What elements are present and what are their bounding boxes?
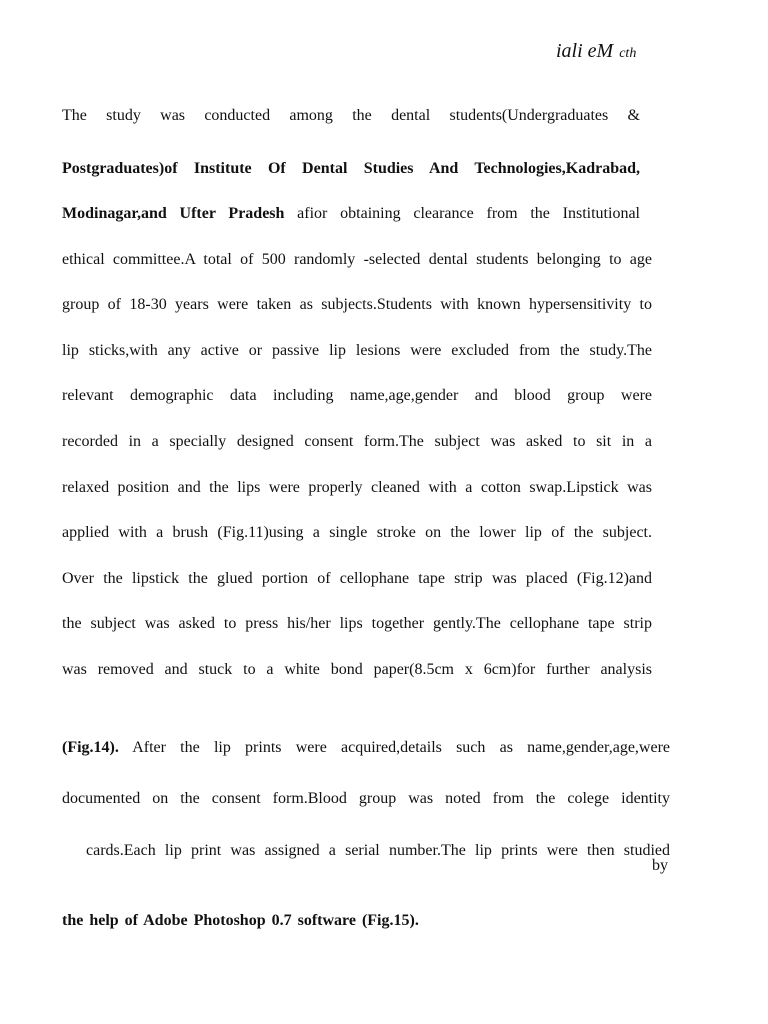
text-line-7: relevant demographic data including name,age,gender and blood group were [62, 387, 652, 404]
text-line-14-bold: (Fig.14). [62, 739, 119, 756]
text-line-17: the help of Adobe Photoshop 0.7 software (Fig.15). [62, 912, 419, 929]
text-line-12: the subject was asked to press his/her lips together gently.The cellophane tape strip [62, 615, 652, 632]
text-line-11: Over the lipstick the glued portion of cellophane tape strip was placed (Fig.12)and [62, 570, 652, 587]
text-line-13: was removed and stuck to a white bond paper(8.5cm x 6cm)for further analysis [62, 661, 652, 678]
text-line-5: group of 18-30 years were taken as subjects.Students with known hypersensitivity to [62, 296, 652, 313]
text-line-14-rest: After the lip prints were acquired,details such as name,gender,age,were [118, 739, 670, 756]
header-suffix: cth [619, 46, 637, 61]
text-line-8: recorded in a specially designed consent form.The subject was asked to sit in a [62, 433, 652, 450]
text-line-1: The study was conducted among the dental students(Undergraduates & [62, 107, 640, 124]
text-line-14 [62, 738, 670, 758]
text-line-10: applied with a brush (Fig.11)using a single stroke on the lower lip of the subject. [62, 524, 652, 541]
page-header [556, 40, 636, 63]
text-line-2: Postgraduates)of Institute Of Dental Studies And Technologies,Kadrabad, [62, 160, 640, 177]
text-line-15: documented on the consent form.Blood group was noted from the colege identity [62, 790, 670, 807]
text-line-16: cards.Each lip print was assigned a serial number.The lip prints were then studied [86, 842, 670, 859]
text-line-9: relaxed position and the lips were properly cleaned with a cotton swap.Lipstick was [62, 479, 652, 496]
text-line-6: lip sticks,with any active or passive lip lesions were excluded from the study.The [62, 342, 652, 359]
text-line-3-rest: afior obtaining clearance from the Institutional [284, 205, 640, 222]
text-line-3-bold: Modinagar,and Ufter Pradesh [62, 205, 285, 222]
text-line-4: ethical committee.A total of 500 randomly -selected dental students belonging to age [62, 251, 652, 268]
text-line-16-by: by [652, 857, 668, 874]
header-text: iali eM [556, 40, 614, 62]
text-line-3 [62, 204, 640, 224]
